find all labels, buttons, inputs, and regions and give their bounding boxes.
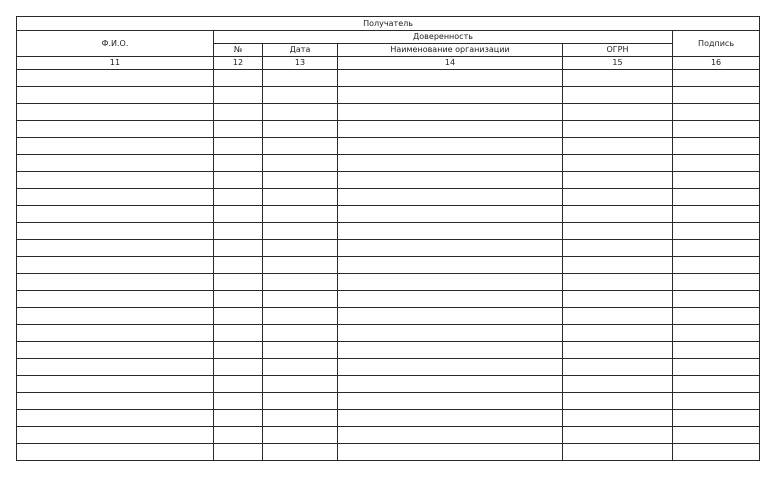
date-header: Дата bbox=[263, 44, 338, 57]
organization-cell bbox=[338, 342, 563, 359]
number-cell bbox=[214, 70, 263, 87]
signature-cell bbox=[673, 325, 760, 342]
signature-cell bbox=[673, 444, 760, 461]
ogrn-cell bbox=[563, 308, 673, 325]
organization-cell bbox=[338, 359, 563, 376]
organization-cell bbox=[338, 274, 563, 291]
number-cell bbox=[214, 172, 263, 189]
table-row bbox=[17, 206, 760, 223]
fio-cell bbox=[17, 376, 214, 393]
ogrn-cell bbox=[563, 172, 673, 189]
signature-cell bbox=[673, 70, 760, 87]
date-cell bbox=[263, 376, 338, 393]
signature-cell bbox=[673, 257, 760, 274]
number-cell bbox=[214, 444, 263, 461]
ogrn-cell bbox=[563, 274, 673, 291]
date-cell bbox=[263, 172, 338, 189]
organization-cell bbox=[338, 223, 563, 240]
power-of-attorney-header: Доверенность bbox=[214, 31, 673, 44]
signature-cell bbox=[673, 410, 760, 427]
ogrn-cell bbox=[563, 189, 673, 206]
table-row bbox=[17, 138, 760, 155]
signature-cell bbox=[673, 240, 760, 257]
table-row bbox=[17, 172, 760, 189]
fio-cell bbox=[17, 189, 214, 206]
date-cell bbox=[263, 359, 338, 376]
number-cell bbox=[214, 206, 263, 223]
table-row bbox=[17, 291, 760, 308]
fio-cell bbox=[17, 410, 214, 427]
fio-cell bbox=[17, 87, 214, 104]
signature-cell bbox=[673, 223, 760, 240]
ogrn-cell bbox=[563, 325, 673, 342]
organization-cell bbox=[338, 138, 563, 155]
number-cell bbox=[214, 121, 263, 138]
signature-cell bbox=[673, 189, 760, 206]
number-cell bbox=[214, 189, 263, 206]
date-cell bbox=[263, 87, 338, 104]
recipient-table bbox=[16, 16, 760, 461]
number-cell bbox=[214, 342, 263, 359]
blank-rows bbox=[17, 70, 760, 461]
number-cell bbox=[214, 410, 263, 427]
number-cell bbox=[214, 325, 263, 342]
date-cell bbox=[263, 325, 338, 342]
column-number: 14 bbox=[338, 57, 563, 70]
ogrn-cell bbox=[563, 206, 673, 223]
fio-cell bbox=[17, 172, 214, 189]
organization-cell bbox=[338, 172, 563, 189]
signature-cell bbox=[673, 359, 760, 376]
date-cell bbox=[263, 444, 338, 461]
fio-cell bbox=[17, 155, 214, 172]
organization-cell bbox=[338, 155, 563, 172]
number-header: № bbox=[214, 44, 263, 57]
organization-cell bbox=[338, 87, 563, 104]
table-row bbox=[17, 342, 760, 359]
signature-cell bbox=[673, 427, 760, 444]
date-cell bbox=[263, 308, 338, 325]
ogrn-cell bbox=[563, 138, 673, 155]
ogrn-cell bbox=[563, 427, 673, 444]
date-cell bbox=[263, 410, 338, 427]
ogrn-cell bbox=[563, 121, 673, 138]
fio-cell bbox=[17, 342, 214, 359]
number-cell bbox=[214, 376, 263, 393]
organization-cell bbox=[338, 325, 563, 342]
table-row bbox=[17, 325, 760, 342]
recipient-form bbox=[16, 16, 760, 461]
number-cell bbox=[214, 87, 263, 104]
table-row bbox=[17, 121, 760, 138]
number-cell bbox=[214, 359, 263, 376]
number-cell bbox=[214, 291, 263, 308]
organization-cell bbox=[338, 427, 563, 444]
table-row bbox=[17, 189, 760, 206]
signature-cell bbox=[673, 155, 760, 172]
table-row bbox=[17, 410, 760, 427]
date-cell bbox=[263, 206, 338, 223]
ogrn-cell bbox=[563, 444, 673, 461]
date-cell bbox=[263, 138, 338, 155]
organization-cell bbox=[338, 291, 563, 308]
ogrn-cell bbox=[563, 410, 673, 427]
recipient-group-header: Получатель bbox=[17, 17, 760, 31]
signature-cell bbox=[673, 172, 760, 189]
column-number: 12 bbox=[214, 57, 263, 70]
fio-cell bbox=[17, 240, 214, 257]
date-cell bbox=[263, 342, 338, 359]
fio-cell bbox=[17, 257, 214, 274]
number-cell bbox=[214, 393, 263, 410]
organization-cell bbox=[338, 444, 563, 461]
fio-cell bbox=[17, 359, 214, 376]
date-cell bbox=[263, 70, 338, 87]
signature-cell bbox=[673, 393, 760, 410]
fio-cell bbox=[17, 70, 214, 87]
fio-cell bbox=[17, 308, 214, 325]
date-cell bbox=[263, 104, 338, 121]
table-row bbox=[17, 376, 760, 393]
table-row bbox=[17, 393, 760, 410]
fio-cell bbox=[17, 121, 214, 138]
number-cell bbox=[214, 223, 263, 240]
number-cell bbox=[214, 104, 263, 121]
fio-cell bbox=[17, 274, 214, 291]
ogrn-cell bbox=[563, 376, 673, 393]
signature-cell bbox=[673, 206, 760, 223]
table-row bbox=[17, 274, 760, 291]
table-row bbox=[17, 240, 760, 257]
table-row bbox=[17, 223, 760, 240]
signature-cell bbox=[673, 104, 760, 121]
number-cell bbox=[214, 308, 263, 325]
table-row bbox=[17, 104, 760, 121]
ogrn-cell bbox=[563, 359, 673, 376]
fio-cell bbox=[17, 393, 214, 410]
ogrn-cell bbox=[563, 393, 673, 410]
table-row bbox=[17, 308, 760, 325]
organization-cell bbox=[338, 393, 563, 410]
number-cell bbox=[214, 240, 263, 257]
signature-cell bbox=[673, 274, 760, 291]
signature-cell bbox=[673, 376, 760, 393]
signature-cell bbox=[673, 291, 760, 308]
ogrn-cell bbox=[563, 291, 673, 308]
ogrn-cell bbox=[563, 155, 673, 172]
date-cell bbox=[263, 240, 338, 257]
table-row bbox=[17, 427, 760, 444]
date-cell bbox=[263, 393, 338, 410]
date-cell bbox=[263, 427, 338, 444]
organization-cell bbox=[338, 70, 563, 87]
ogrn-cell bbox=[563, 342, 673, 359]
organization-cell bbox=[338, 240, 563, 257]
signature-cell bbox=[673, 308, 760, 325]
number-cell bbox=[214, 138, 263, 155]
number-cell bbox=[214, 155, 263, 172]
date-cell bbox=[263, 257, 338, 274]
table-row bbox=[17, 359, 760, 376]
fio-cell bbox=[17, 427, 214, 444]
date-cell bbox=[263, 121, 338, 138]
organization-cell bbox=[338, 308, 563, 325]
fio-cell bbox=[17, 138, 214, 155]
organization-cell bbox=[338, 376, 563, 393]
fio-cell bbox=[17, 223, 214, 240]
column-number: 16 bbox=[673, 57, 760, 70]
column-number: 11 bbox=[17, 57, 214, 70]
fio-cell bbox=[17, 325, 214, 342]
signature-header: Подпись bbox=[673, 31, 760, 57]
signature-cell bbox=[673, 342, 760, 359]
organization-cell bbox=[338, 104, 563, 121]
fio-header: Ф.И.О. bbox=[17, 31, 214, 57]
column-number: 13 bbox=[263, 57, 338, 70]
signature-cell bbox=[673, 87, 760, 104]
organization-cell bbox=[338, 189, 563, 206]
ogrn-cell bbox=[563, 240, 673, 257]
signature-cell bbox=[673, 138, 760, 155]
signature-cell bbox=[673, 121, 760, 138]
organization-header: Наименование организации bbox=[338, 44, 563, 57]
date-cell bbox=[263, 189, 338, 206]
fio-cell bbox=[17, 104, 214, 121]
organization-cell bbox=[338, 410, 563, 427]
fio-cell bbox=[17, 206, 214, 223]
fio-cell bbox=[17, 291, 214, 308]
number-cell bbox=[214, 274, 263, 291]
organization-cell bbox=[338, 257, 563, 274]
column-number: 15 bbox=[563, 57, 673, 70]
table-row bbox=[17, 70, 760, 87]
organization-cell bbox=[338, 206, 563, 223]
ogrn-cell bbox=[563, 87, 673, 104]
number-cell bbox=[214, 427, 263, 444]
number-cell bbox=[214, 257, 263, 274]
ogrn-cell bbox=[563, 104, 673, 121]
table-row bbox=[17, 444, 760, 461]
ogrn-cell bbox=[563, 257, 673, 274]
table-row bbox=[17, 155, 760, 172]
date-cell bbox=[263, 291, 338, 308]
table-row bbox=[17, 87, 760, 104]
table-row bbox=[17, 257, 760, 274]
ogrn-header: ОГРН bbox=[563, 44, 673, 57]
organization-cell bbox=[338, 121, 563, 138]
date-cell bbox=[263, 274, 338, 291]
fio-cell bbox=[17, 444, 214, 461]
date-cell bbox=[263, 223, 338, 240]
date-cell bbox=[263, 155, 338, 172]
ogrn-cell bbox=[563, 223, 673, 240]
ogrn-cell bbox=[563, 70, 673, 87]
